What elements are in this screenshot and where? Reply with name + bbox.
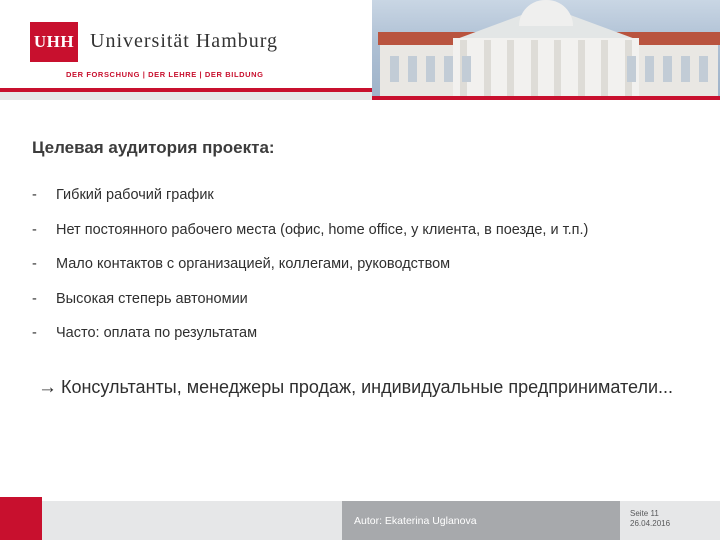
university-logo bbox=[30, 22, 279, 84]
page-title: Целевая аудитория проекта: bbox=[32, 138, 275, 157]
bullet-list bbox=[32, 186, 692, 359]
building-dome bbox=[519, 0, 573, 26]
bullet-marker: - bbox=[32, 325, 37, 342]
bullet-marker: - bbox=[32, 290, 37, 307]
bullet-text: Нет постоянного рабочего места (офис, home office, у клиента, в поезде, и т.п.) bbox=[56, 221, 589, 238]
header-grey-rule bbox=[0, 92, 372, 100]
building-columns bbox=[460, 40, 632, 96]
header-photo-red-rule bbox=[372, 96, 720, 100]
footer-author-band bbox=[342, 501, 620, 540]
conclusion-text: Консультанты, менеджеры продаж, индивидуальные предприниматели... bbox=[61, 377, 674, 397]
university-name: Universität Hamburg bbox=[90, 30, 279, 52]
bullet-marker: - bbox=[32, 256, 37, 273]
university-tagline: DER FORSCHUNG | DER LEHRE | DER BILDUNG bbox=[66, 70, 264, 79]
building-windows-right bbox=[627, 56, 708, 82]
bullet-text: Часто: оплата по результатам bbox=[56, 325, 258, 342]
arrow-icon: → bbox=[38, 377, 57, 398]
footer-page-number: Seite 11 bbox=[630, 509, 659, 518]
header-building-photo bbox=[372, 0, 720, 96]
footer-author-text: Autor: Ekaterina Uglanova bbox=[354, 514, 477, 527]
footer-date: 26.04.2016 bbox=[630, 519, 671, 528]
bullet-text: Высокая степерь автономии bbox=[56, 290, 248, 307]
footer-red-block bbox=[0, 497, 42, 540]
building-windows-left bbox=[390, 56, 471, 82]
conclusion-block bbox=[38, 374, 678, 403]
uhh-logo-mark: UHH bbox=[30, 22, 78, 62]
bullet-text: Мало контактов с организацией, коллегами, руководством bbox=[56, 256, 451, 273]
bullet-marker: - bbox=[32, 221, 37, 238]
list-item bbox=[32, 186, 692, 206]
list-item bbox=[32, 221, 692, 241]
slide-header bbox=[0, 0, 720, 100]
list-item bbox=[32, 290, 692, 310]
list-item bbox=[32, 324, 692, 344]
bullet-text: Гибкий рабочий график bbox=[56, 187, 214, 203]
list-item bbox=[32, 255, 692, 275]
bullet-marker: - bbox=[32, 187, 37, 203]
